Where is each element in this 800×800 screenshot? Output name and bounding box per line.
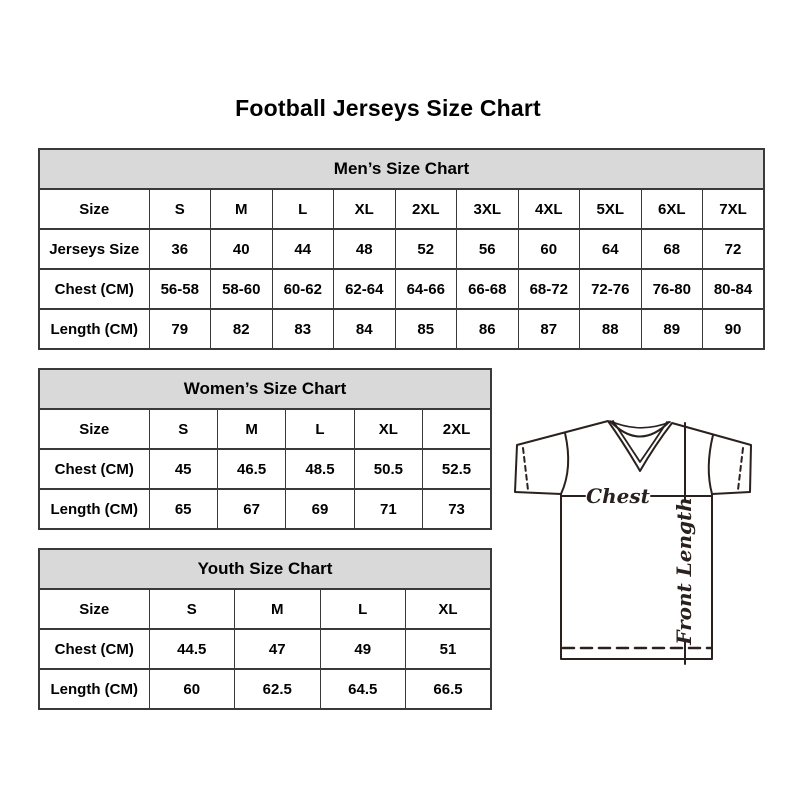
chest-label: Chest — [586, 484, 650, 508]
value-cell: 36 — [149, 229, 211, 269]
value-cell: 89 — [641, 309, 703, 349]
cuff-dash-right — [738, 448, 743, 490]
value-cell: XL — [334, 189, 396, 229]
table-row — [39, 409, 491, 449]
collar-back-arc-inner — [610, 421, 670, 428]
value-cell: 79 — [149, 309, 211, 349]
jersey-outline — [515, 421, 751, 659]
value-cell: 52 — [395, 229, 457, 269]
value-cell: 46.5 — [217, 449, 285, 489]
value-cell: 50.5 — [354, 449, 422, 489]
mens-table-title: Men’s Size Chart — [39, 149, 764, 189]
value-cell: 69 — [286, 489, 354, 529]
value-cell: S — [149, 189, 211, 229]
value-cell: 67 — [217, 489, 285, 529]
womens-table-title: Women’s Size Chart — [39, 369, 491, 409]
value-cell: 64-66 — [395, 269, 457, 309]
womens-size-table — [38, 368, 492, 530]
table-row — [39, 229, 764, 269]
value-cell: 66.5 — [406, 669, 492, 709]
youth-table-title: Youth Size Chart — [39, 549, 491, 589]
value-cell: 68 — [641, 229, 703, 269]
value-cell: 72-76 — [580, 269, 642, 309]
table-title-row — [39, 549, 491, 589]
value-cell: 76-80 — [641, 269, 703, 309]
value-cell: 90 — [703, 309, 765, 349]
value-cell: 3XL — [457, 189, 519, 229]
value-cell: 66-68 — [457, 269, 519, 309]
value-cell: 71 — [354, 489, 422, 529]
value-cell: 68-72 — [518, 269, 580, 309]
value-cell: 49 — [320, 629, 406, 669]
value-cell: 64 — [580, 229, 642, 269]
value-cell: L — [272, 189, 334, 229]
value-cell: 4XL — [518, 189, 580, 229]
table-row — [39, 489, 491, 529]
value-cell: 48.5 — [286, 449, 354, 489]
value-cell: 82 — [211, 309, 273, 349]
cuff-dash-left — [523, 448, 528, 490]
row-label-cell: Length (CM) — [39, 309, 149, 349]
sleeve-seam-left — [561, 433, 568, 494]
row-label-cell: Chest (CM) — [39, 269, 149, 309]
value-cell: 47 — [235, 629, 321, 669]
value-cell: 48 — [334, 229, 396, 269]
row-label-cell: Chest (CM) — [39, 449, 149, 489]
table-row — [39, 589, 491, 629]
value-cell: 83 — [272, 309, 334, 349]
row-label-cell: Size — [39, 589, 149, 629]
value-cell: 87 — [518, 309, 580, 349]
youth-size-table — [38, 548, 492, 710]
value-cell: 52.5 — [423, 449, 491, 489]
table-title-row — [39, 369, 491, 409]
table-row — [39, 309, 764, 349]
front-length-label: Front Length — [672, 497, 696, 645]
value-cell: 62.5 — [235, 669, 321, 709]
row-label-cell: Size — [39, 409, 149, 449]
value-cell: L — [320, 589, 406, 629]
table-row — [39, 269, 764, 309]
value-cell: 85 — [395, 309, 457, 349]
value-cell: 5XL — [580, 189, 642, 229]
value-cell: 56-58 — [149, 269, 211, 309]
value-cell: 86 — [457, 309, 519, 349]
value-cell: M — [217, 409, 285, 449]
value-cell: 44.5 — [149, 629, 235, 669]
table-row — [39, 669, 491, 709]
value-cell: 73 — [423, 489, 491, 529]
value-cell: 62-64 — [334, 269, 396, 309]
mens-size-table — [38, 148, 765, 350]
table-row — [39, 629, 491, 669]
value-cell: 56 — [457, 229, 519, 269]
value-cell: 80-84 — [703, 269, 765, 309]
row-label-cell: Length (CM) — [39, 489, 149, 529]
row-label-cell: Length (CM) — [39, 669, 149, 709]
value-cell: 51 — [406, 629, 492, 669]
value-cell: XL — [406, 589, 492, 629]
table-title-row — [39, 149, 764, 189]
row-label-cell: Size — [39, 189, 149, 229]
row-label-cell: Jerseys Size — [39, 229, 149, 269]
value-cell: 72 — [703, 229, 765, 269]
value-cell: L — [286, 409, 354, 449]
table-row — [39, 449, 491, 489]
value-cell: XL — [354, 409, 422, 449]
value-cell: 44 — [272, 229, 334, 269]
value-cell: 2XL — [395, 189, 457, 229]
value-cell: 45 — [149, 449, 217, 489]
value-cell: M — [211, 189, 273, 229]
value-cell: S — [149, 409, 217, 449]
value-cell: M — [235, 589, 321, 629]
value-cell: 65 — [149, 489, 217, 529]
page-title: Football Jerseys Size Chart — [235, 95, 541, 121]
table-row — [39, 189, 764, 229]
value-cell: 2XL — [423, 409, 491, 449]
value-cell: 60 — [518, 229, 580, 269]
value-cell: 60 — [149, 669, 235, 709]
value-cell: 84 — [334, 309, 396, 349]
value-cell: 40 — [211, 229, 273, 269]
value-cell: S — [149, 589, 235, 629]
value-cell: 7XL — [703, 189, 765, 229]
value-cell: 60-62 — [272, 269, 334, 309]
value-cell: 58-60 — [211, 269, 273, 309]
value-cell: 88 — [580, 309, 642, 349]
value-cell: 64.5 — [320, 669, 406, 709]
sleeve-seam-right — [709, 435, 713, 494]
row-label-cell: Chest (CM) — [39, 629, 149, 669]
jersey-diagram — [505, 400, 765, 685]
value-cell: 6XL — [641, 189, 703, 229]
